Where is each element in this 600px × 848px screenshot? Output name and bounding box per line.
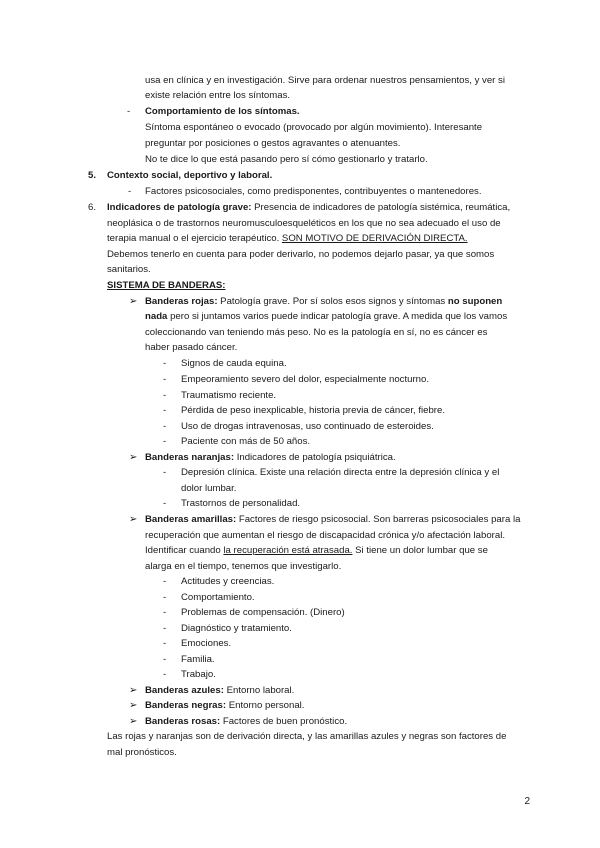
arrow-bullet-icon: ➢	[129, 685, 138, 696]
paragraph-line	[145, 685, 294, 697]
arrow-bullet-icon: ➢	[129, 296, 138, 307]
text-span: Entorno personal.	[226, 700, 305, 711]
list-marker: 6.	[88, 202, 97, 213]
paragraph-line	[145, 716, 347, 728]
list-item: Paciente con más de 50 años.	[181, 436, 311, 447]
list-item: Signos de cauda equina.	[181, 358, 287, 369]
list-marker: -	[163, 669, 167, 680]
list-item: Emociones.	[181, 638, 232, 649]
paragraph-line: recuperación que aumentan el riesgo de discapacidad crónica y/o afectación laboral.	[145, 530, 505, 541]
text-span: Si tiene un dolor lumbar que se	[352, 545, 488, 556]
paragraph-line: Factores psicosociales, como predisponentes, contribuyentes o mantenedores.	[145, 186, 482, 197]
list-marker: 5.	[88, 170, 97, 181]
bold-term: Banderas rosas:	[145, 716, 221, 727]
bold-term: Banderas naranjas:	[145, 452, 235, 463]
paragraph-line: neoplásica o de trastornos neuromusculoesqueléticos en los que no sea adecuado el uso de	[107, 218, 501, 229]
list-marker: -	[128, 186, 132, 197]
text-span: Presencia de indicadores de patología sistémica, reumática,	[251, 202, 511, 213]
text-span: terapia manual o el ejercicio terapéutico.	[107, 233, 282, 244]
list-marker: -	[163, 607, 167, 618]
paragraph-line: preguntar por posiciones o gestos agravantes o atenuantes.	[145, 138, 401, 149]
list-item: Empeoramiento severo del dolor, especialmente nocturno.	[181, 374, 429, 385]
paragraph-line: usa en clínica y en investigación. Sirve para ordenar nuestros pensamientos, y ver si	[145, 75, 505, 86]
text-span: Factores de buen pronóstico.	[220, 716, 348, 727]
bold-term: no suponen	[447, 296, 503, 307]
text-span: Entorno laboral.	[223, 685, 295, 696]
text-span: Patología grave. Por sí solos esos signos y síntomas	[217, 296, 448, 307]
paragraph-line: existe relación entre los síntomas.	[145, 90, 291, 101]
list-marker: -	[163, 638, 167, 649]
paragraph-line: mal pronósticos.	[107, 747, 177, 758]
paragraph-line	[145, 545, 488, 557]
paragraph-line	[145, 311, 507, 323]
bold-term: Banderas amarillas:	[145, 514, 237, 525]
paragraph-line	[145, 514, 520, 526]
list-marker: -	[163, 421, 167, 432]
list-marker: -	[163, 390, 167, 401]
paragraph-line	[107, 233, 468, 245]
paragraph-line	[145, 452, 396, 464]
list-marker: -	[163, 405, 167, 416]
text-span: Identificar cuando	[145, 545, 224, 556]
list-marker: -	[163, 498, 167, 509]
paragraph-line: Síntoma espontáneo o evocado (provocado por algún movimiento). Interesante	[145, 122, 483, 133]
bold-term: Banderas negras:	[145, 700, 227, 711]
paragraph-line: sanitarios.	[107, 264, 151, 275]
list-item: dolor lumbar.	[181, 483, 237, 494]
text-span: Indicadores de patología psiquiátrica.	[234, 452, 396, 463]
list-marker: -	[163, 623, 167, 634]
arrow-bullet-icon: ➢	[129, 452, 138, 463]
paragraph-line: haber pasado cáncer.	[145, 342, 238, 353]
list-item: Pérdida de peso inexplicable, historia previa de cáncer, fiebre.	[181, 405, 445, 416]
text-span: Factores de riesgo psicosocial. Son barreras psicosociales para la	[236, 514, 521, 525]
paragraph-line	[107, 202, 510, 214]
list-marker: -	[163, 358, 167, 369]
paragraph-line: coleccionando van teniendo más peso. No es la patología en sí, no es cáncer es	[145, 327, 488, 338]
bold-term: Banderas rojas:	[145, 296, 218, 307]
list-marker: -	[127, 106, 131, 117]
underlined-text: la recuperación está atrasada.	[223, 545, 353, 556]
list-item: Uso de drogas intravenosas, uso continuado de esteroides.	[181, 421, 434, 432]
list-marker: -	[163, 467, 167, 478]
arrow-bullet-icon: ➢	[129, 700, 138, 711]
list-marker: -	[163, 576, 167, 587]
paragraph-line: alarga en el tiempo, tenemos que investigarlo.	[145, 561, 342, 572]
underlined-text: SON MOTIVO DE DERIVACIÓN DIRECTA.	[281, 233, 468, 244]
bold-term: Banderas azules:	[145, 685, 224, 696]
paragraph-line: Debemos tenerlo en cuenta para poder derivarlo, no podemos dejarlo pasar, ya que somos	[107, 249, 495, 260]
list-marker: -	[163, 592, 167, 603]
arrow-bullet-icon: ➢	[129, 514, 138, 525]
list-marker: -	[163, 436, 167, 447]
list-item: Comportamiento.	[181, 592, 255, 603]
paragraph-line: Las rojas y naranjas son de derivación directa, y las amarillas azules y negras son factores de	[107, 731, 507, 742]
list-item: Trabajo.	[181, 669, 216, 680]
text-span: pero si juntamos varios puede indicar patología grave. A medida que los vamos	[167, 311, 508, 322]
section-heading: SISTEMA DE BANDERAS:	[107, 280, 226, 291]
paragraph-line: No te dice lo que está pasando pero sí cómo gestionarlo y tratarlo.	[145, 154, 428, 165]
list-marker: -	[163, 654, 167, 665]
paragraph-line	[145, 700, 304, 712]
arrow-bullet-icon: ➢	[129, 716, 138, 727]
list-item: Trastornos de personalidad.	[181, 498, 301, 509]
list-item: Actitudes y creencias.	[181, 576, 275, 587]
subheading: Contexto social, deportivo y laboral.	[107, 170, 273, 181]
page-number: 2	[524, 796, 530, 807]
list-item: Diagnóstico y tratamiento.	[181, 623, 292, 634]
list-item: Familia.	[181, 654, 215, 665]
paragraph-line	[145, 296, 502, 308]
list-item: Problemas de compensación. (Dinero)	[181, 607, 345, 618]
bold-term: Indicadores de patología grave:	[107, 202, 252, 213]
subheading: Comportamiento de los síntomas.	[145, 106, 300, 117]
list-item: Traumatismo reciente.	[181, 390, 277, 401]
list-marker: -	[163, 374, 167, 385]
list-item: Depresión clínica. Existe una relación directa entre la depresión clínica y el	[181, 467, 500, 478]
bold-term: nada	[145, 311, 168, 322]
